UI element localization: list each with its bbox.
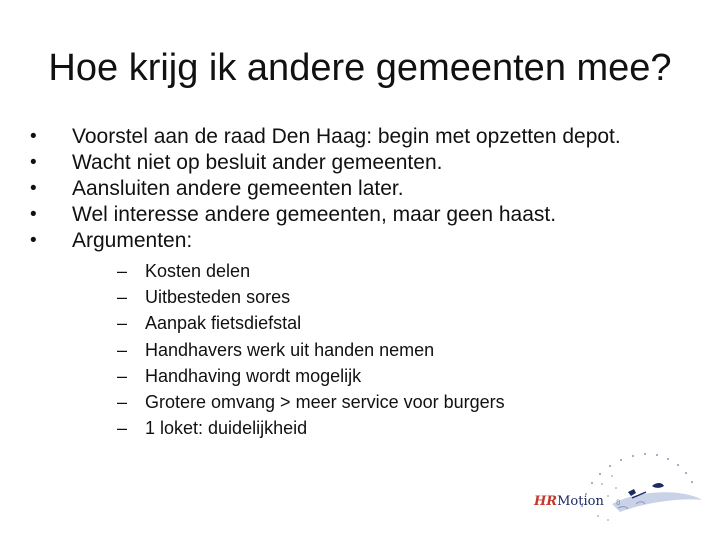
slide-title: Hoe krijg ik andere gemeenten mee? <box>48 47 672 89</box>
dash-marker: – <box>117 287 128 308</box>
bullet-text: Aansluiten andere gemeenten later. <box>72 177 404 200</box>
hrmotion-logo <box>512 448 718 538</box>
bullet-item <box>30 124 621 150</box>
dash-marker: – <box>117 418 128 439</box>
bullet-text: Voorstel aan de raad Den Haag: begin met opzetten depot. <box>72 125 621 148</box>
bullet-text: Wacht niet op besluit ander gemeenten. <box>72 151 443 174</box>
bullet-item <box>30 202 621 228</box>
bullet-text: Argumenten: <box>72 229 193 252</box>
sub-bullet-text: Aanpak fietsdiefstal <box>145 313 302 334</box>
bullet-list <box>30 124 621 441</box>
logo-wordmark-suffix: Motion <box>557 494 604 509</box>
bullet-marker: • <box>30 204 37 225</box>
page-number: 8 <box>615 499 621 507</box>
bullet-text: Wel interesse andere gemeenten, maar geen haast. <box>72 203 557 226</box>
dash-marker: – <box>117 313 128 334</box>
bullet-marker: • <box>30 126 37 147</box>
sub-bullet-item <box>72 310 621 336</box>
bullet-item <box>30 150 621 176</box>
dash-marker: – <box>117 339 128 360</box>
sub-bullet-item <box>72 363 621 389</box>
dash-marker: – <box>117 392 128 413</box>
logo-swoosh-graphic <box>512 448 718 538</box>
sub-bullet-text: Handhaving wordt mogelijk <box>145 365 362 386</box>
sub-bullet-text: Grotere omvang > meer service voor burgers <box>145 392 505 413</box>
sub-bullet-text: Handhavers werk uit handen nemen <box>145 339 435 360</box>
sub-bullet-item <box>72 337 621 363</box>
logo-wordmark <box>534 494 620 509</box>
bullet-marker: • <box>30 178 37 199</box>
bullet-item <box>30 176 621 202</box>
sub-bullet-text: 1 loket: duidelijkheid <box>145 418 308 439</box>
sub-bullet-item <box>72 258 621 284</box>
sub-bullet-item <box>72 389 621 415</box>
logo-wordmark-prefix: HR <box>534 494 558 509</box>
sub-bullet-text: Kosten delen <box>145 261 251 281</box>
bullet-marker: • <box>30 230 37 251</box>
dash-marker: – <box>117 261 128 281</box>
bullet-marker: • <box>30 152 37 173</box>
bullet-item <box>30 228 621 441</box>
sub-bullet-item <box>72 284 621 310</box>
sub-bullet-item <box>72 415 621 441</box>
sub-bullet-text: Uitbesteden sores <box>145 287 291 308</box>
sub-bullet-list <box>72 258 621 441</box>
dash-marker: – <box>117 365 128 386</box>
